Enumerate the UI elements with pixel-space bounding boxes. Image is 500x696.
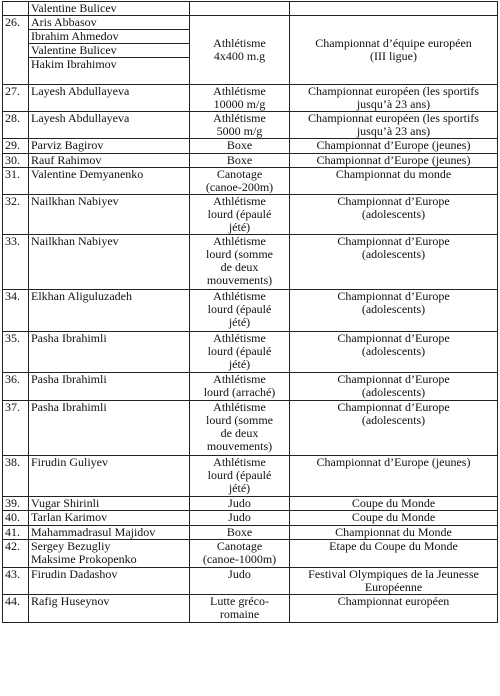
sport-discipline (190, 2, 290, 16)
row-number: 39. (3, 497, 29, 511)
competition-name: Championnat d’Europe (jeunes) (290, 154, 498, 168)
row-number: 30. (3, 154, 29, 168)
competition-name (290, 2, 498, 16)
athlete-names: Nailkhan Nabiyev (29, 235, 190, 290)
row-number: 40. (3, 511, 29, 526)
row-number: 36. (3, 373, 29, 401)
table-row (3, 540, 498, 568)
sport-discipline: Judo (190, 497, 290, 511)
athlete-names (29, 16, 190, 85)
table-row (3, 511, 498, 526)
athlete-names: Tarlan Karimov (29, 511, 190, 526)
table-row (3, 112, 498, 139)
athlete-names: Pasha Ibrahimli (29, 373, 190, 401)
table-row (3, 85, 498, 112)
row-number: 28. (3, 112, 29, 139)
sport-discipline: Canotage (canoe-200m) (190, 168, 290, 195)
row-number: 32. (3, 195, 29, 235)
sport-discipline: Boxe (190, 154, 290, 168)
athlete-names: Sergey Bezugliy Maksime Prokopenko (29, 540, 190, 568)
sport-discipline: Athlétisme 4x400 m.g (190, 16, 290, 85)
competition-name: Championnat du monde (290, 168, 498, 195)
sport-discipline: Athlétisme lourd (épaulé jété) (190, 195, 290, 235)
athlete-names: Firudin Dadashov (29, 568, 190, 595)
sport-discipline: Boxe (190, 139, 290, 154)
table-row (3, 16, 498, 85)
athlete-names: Firudin Guliyev (29, 456, 190, 497)
table-row (3, 568, 498, 595)
table-row (3, 526, 498, 540)
row-number: 42. (3, 540, 29, 568)
sport-discipline: Athlétisme lourd (somme de deux mouvements) (190, 401, 290, 456)
athlete-names: Elkhan Aliguluzadeh (29, 290, 190, 332)
competition-name: Etape du Coupe du Monde (290, 540, 498, 568)
row-number: 44. (3, 595, 29, 623)
sport-discipline: Athlétisme lourd (somme de deux mouvements) (190, 235, 290, 290)
row-number: 41. (3, 526, 29, 540)
competition-name: Championnat d’Europe (adolescents) (290, 235, 498, 290)
athlete-name: Ibrahim Ahmedov (29, 30, 189, 44)
athlete-names: Pasha Ibrahimli (29, 401, 190, 456)
athlete-name: Aris Abbasov (29, 16, 189, 30)
table-row (3, 497, 498, 511)
competition-name: Championnat d’Europe (jeunes) (290, 139, 498, 154)
competition-name: Championnat européen (les sportifs jusqu’à 23 ans) (290, 85, 498, 112)
row-number: 35. (3, 332, 29, 373)
sport-discipline: Judo (190, 511, 290, 526)
sport-discipline: Athlétisme lourd (arraché) (190, 373, 290, 401)
athlete-names: Rauf Rahimov (29, 154, 190, 168)
results-table (2, 1, 498, 623)
table-row (3, 154, 498, 168)
table-row (3, 595, 498, 623)
athlete-names: Valentine Bulicev (29, 2, 190, 16)
athlete-names: Pasha Ibrahimli (29, 332, 190, 373)
competition-name: Festival Olympiques de la Jeunesse Européenne (290, 568, 498, 595)
athlete-names: Mahammadrasul Majidov (29, 526, 190, 540)
table-row (3, 456, 498, 497)
competition-name: Championnat d’Europe (adolescents) (290, 290, 498, 332)
sport-discipline: Athlétisme 5000 m/g (190, 112, 290, 139)
athlete-name: Hakim Ibrahimov (31, 57, 117, 71)
competition-name: Championnat du Monde (290, 526, 498, 540)
document-page (2, 1, 498, 623)
competition-name: Championnat européen (290, 595, 498, 623)
row-number: 27. (3, 85, 29, 112)
competition-name: Coupe du Monde (290, 497, 498, 511)
sport-discipline: Lutte gréco- romaine (190, 595, 290, 623)
competition-name: Championnat européen (les sportifs jusqu’à 23 ans) (290, 112, 498, 139)
row-number: 29. (3, 139, 29, 154)
sport-discipline: Judo (190, 568, 290, 595)
sport-discipline: Athlétisme lourd (épaulé jété) (190, 332, 290, 373)
table-row (3, 332, 498, 373)
competition-name: Championnat d’Europe (adolescents) (290, 373, 498, 401)
athlete-name: Valentine Bulicev (29, 44, 189, 58)
athlete-names: Nailkhan Nabiyev (29, 195, 190, 235)
table-row (3, 168, 498, 195)
competition-name: Championnat d’Europe (adolescents) (290, 401, 498, 456)
sport-discipline: Athlétisme lourd (épaulé jété) (190, 290, 290, 332)
results-table-body (3, 2, 498, 623)
athlete-names: Rafig Huseynov (29, 595, 190, 623)
competition-name: Championnat d’Europe (adolescents) (290, 195, 498, 235)
row-number (3, 2, 29, 16)
table-row (3, 2, 498, 16)
table-row (3, 235, 498, 290)
row-number: 38. (3, 456, 29, 497)
table-row (3, 373, 498, 401)
competition-name: Championnat d’équipe européen (III ligue) (290, 16, 498, 85)
sport-discipline: Athlétisme lourd (épaulé jété) (190, 456, 290, 497)
table-row (3, 290, 498, 332)
row-number: 37. (3, 401, 29, 456)
athlete-names: Parviz Bagirov (29, 139, 190, 154)
athlete-names: Layesh Abdullayeva (29, 112, 190, 139)
sport-discipline: Canotage (canoe-1000m) (190, 540, 290, 568)
table-row (3, 139, 498, 154)
row-number: 33. (3, 235, 29, 290)
athlete-names: Layesh Abdullayeva (29, 85, 190, 112)
sport-discipline: Athlétisme 10000 m/g (190, 85, 290, 112)
table-row (3, 195, 498, 235)
competition-name: Coupe du Monde (290, 511, 498, 526)
athlete-names: Vugar Shirinli (29, 497, 190, 511)
row-number: 31. (3, 168, 29, 195)
athlete-names: Valentine Demyanenko (29, 168, 190, 195)
table-row (3, 401, 498, 456)
sport-discipline: Boxe (190, 526, 290, 540)
competition-name: Championnat d’Europe (adolescents) (290, 332, 498, 373)
competition-name: Championnat d’Europe (jeunes) (290, 456, 498, 497)
row-number: 34. (3, 290, 29, 332)
row-number: 26. (3, 16, 29, 85)
row-number: 43. (3, 568, 29, 595)
